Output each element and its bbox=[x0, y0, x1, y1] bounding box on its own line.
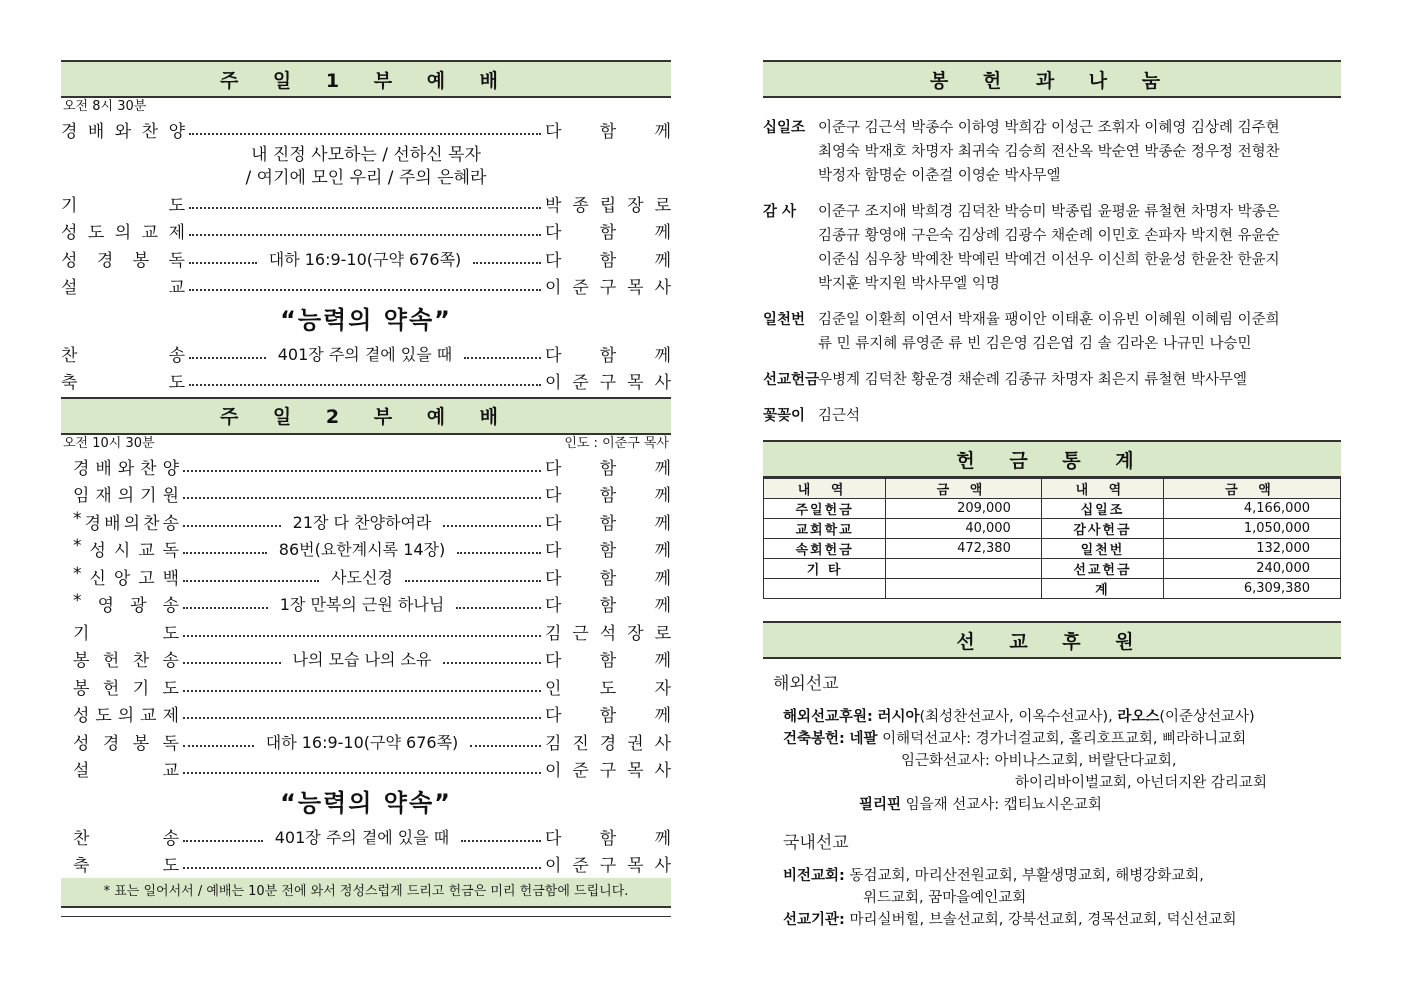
service2-header: 주 일 2 부 예 배 bbox=[61, 397, 671, 435]
vision-churches: 비전교회: 동검교회, 마리산전원교회, 부활생명교회, 해병강화교회, bbox=[783, 868, 1204, 884]
order-row bbox=[61, 272, 671, 300]
stats-item: 속회헌금 bbox=[764, 539, 886, 559]
offering-category: 선교헌금 bbox=[763, 372, 820, 388]
order-detail: 나의 모습 나의 소유 bbox=[292, 650, 432, 670]
stats-item: 주일헌금 bbox=[764, 499, 886, 519]
leader-dots bbox=[189, 261, 257, 264]
offering-header: 봉 헌 과 나 눔 bbox=[763, 60, 1341, 98]
leader-dots bbox=[473, 261, 541, 264]
order-label: 기 도 bbox=[73, 623, 179, 644]
col-amount-right: 금 액 bbox=[1164, 479, 1341, 499]
order-leader: 이 준 구 목 사 bbox=[545, 278, 671, 299]
order-leader: 다 함 께 bbox=[545, 651, 671, 672]
service2-items-a bbox=[61, 453, 671, 783]
order-leader: 다 함 께 bbox=[545, 513, 672, 534]
service1-items-a bbox=[61, 116, 671, 144]
leader-dots bbox=[183, 634, 541, 637]
leader-dots bbox=[183, 469, 541, 472]
leader-dots bbox=[464, 356, 541, 359]
offering-names: 김근석 bbox=[818, 408, 861, 424]
stats-item: 교회학교 bbox=[764, 519, 886, 539]
service1-items-b bbox=[61, 190, 671, 300]
order-row bbox=[73, 590, 671, 618]
offering-names: 박지훈 박지원 박사무엘 익명 bbox=[818, 276, 1000, 292]
order-detail: 401장 주의 곁에 있을 때 bbox=[274, 827, 450, 847]
stats-row bbox=[764, 519, 1341, 539]
order-row bbox=[61, 340, 671, 368]
order-leader: 다 함 께 bbox=[545, 223, 671, 244]
stats-item bbox=[764, 579, 886, 599]
service2-items-b bbox=[61, 823, 671, 878]
order-leader: 다 함 께 bbox=[545, 486, 671, 507]
leader-dots bbox=[189, 206, 541, 209]
leader-dots bbox=[443, 661, 541, 664]
nepal-line-2: 임근화선교사: 아비나스교회, 버랄단다교회, bbox=[901, 753, 1177, 769]
service2-sermon-title: “능력의 약속” bbox=[280, 788, 452, 817]
leader-dots bbox=[183, 579, 319, 582]
offering-names: 류 민 류지혜 류영준 류 빈 김은영 김은엽 김 솔 김라온 나규민 나승민 bbox=[818, 336, 1252, 352]
leader-dots bbox=[189, 356, 266, 359]
order-leader: 다 함 께 bbox=[545, 345, 671, 366]
vision-line-2: 위드교회, 꿈마을예인교회 bbox=[863, 890, 1027, 906]
offering-group bbox=[763, 368, 1341, 392]
order-row bbox=[61, 217, 671, 245]
order-label: 찬 송 bbox=[73, 828, 179, 849]
order-detail: 대하 16:9-10(구약 676쪽) bbox=[268, 249, 462, 269]
service1-worship-songs: 내 진정 사모하는 / 선하신 목자 / 여기에 모인 우리 / 주의 은혜라 bbox=[245, 144, 487, 188]
overseas-mission-title: 해외선교 bbox=[773, 674, 839, 694]
col-item-left: 내 역 bbox=[764, 479, 886, 499]
building-support: 건축봉헌: 네팔 이해덕선교사: 경가너걸교회, 홀리호프교회, 삐라하니교회 bbox=[783, 731, 1247, 747]
order-row bbox=[73, 700, 671, 728]
order-leader: 박 종 립 장 로 bbox=[545, 195, 671, 216]
order-label: 성 경 봉 독 bbox=[73, 733, 179, 754]
order-label: 축 도 bbox=[61, 373, 185, 394]
leader-dots bbox=[189, 383, 541, 386]
order-label: 경 배 와 찬 양 bbox=[61, 122, 185, 143]
order-label: * 성 시 교 독 bbox=[73, 536, 179, 562]
stats-amount: 240,000 bbox=[1164, 559, 1341, 579]
order-label: 기 도 bbox=[61, 195, 185, 216]
offering-category: 일천번 bbox=[763, 312, 806, 328]
offering-category: 꽃꽂이 bbox=[763, 408, 806, 424]
leader-dots bbox=[405, 579, 541, 582]
order-leader: 다 함 께 bbox=[545, 568, 672, 589]
nepal-line-3: 하이리바이벌교회, 아넌더지완 감리교회 bbox=[1015, 775, 1267, 791]
order-leader: 이 준 구 목 사 bbox=[545, 856, 671, 877]
service2-presider: 인도 : 이준구 목사 bbox=[564, 435, 669, 451]
order-row bbox=[61, 116, 671, 144]
order-row bbox=[73, 618, 671, 646]
leader-dots bbox=[470, 744, 541, 747]
order-label: * 영 광 송 bbox=[73, 591, 179, 617]
order-label: 봉 헌 기 도 bbox=[73, 678, 179, 699]
order-leader: 다 함 께 bbox=[545, 541, 672, 562]
order-label: 성 도 의 교 제 bbox=[73, 706, 179, 727]
order-row bbox=[73, 673, 671, 701]
order-label: 경 배 와 찬 양 bbox=[73, 458, 179, 479]
stats-header: 헌 금 통 계 bbox=[763, 440, 1341, 478]
leader-dots bbox=[183, 661, 281, 664]
mission-header: 선 교 후 원 bbox=[763, 621, 1341, 659]
service1-time: 오전 8시 30분 bbox=[63, 99, 147, 114]
leader-dots bbox=[183, 744, 254, 747]
order-row bbox=[73, 480, 671, 508]
stats-row bbox=[764, 579, 1341, 599]
order-detail: 사도신경 bbox=[331, 567, 393, 587]
order-row bbox=[61, 245, 671, 273]
order-detail: 대하 16:9-10(구약 676쪽) bbox=[265, 732, 459, 752]
standing-note: * 표는 일어서서 / 예배는 10분 전에 와서 정성스럽게 드리고 헌금은 미리 헌금함에 드립니다. bbox=[61, 878, 671, 908]
stats-amount: 1,050,000 bbox=[1164, 519, 1341, 539]
offering-names: 김종규 황영애 구은숙 김상례 김광수 채순례 이민호 손파자 박지현 유윤순 bbox=[818, 228, 1280, 244]
offering-names: 이준구 조지애 박희경 김덕찬 박승미 박종립 윤평윤 류철현 차명자 박종은 bbox=[818, 204, 1280, 220]
leader-dots bbox=[183, 839, 263, 842]
stats-item: 계 bbox=[1041, 579, 1163, 599]
offering-names: 김준일 이환희 이연서 박재율 팽이안 이태훈 이유빈 이혜원 이혜림 이준희 bbox=[818, 312, 1280, 328]
order-label: 성 도 의 교 제 bbox=[61, 223, 185, 244]
order-leader: 김 근 석 장 로 bbox=[545, 623, 671, 644]
col-amount-left: 금 액 bbox=[886, 479, 1042, 499]
offering-category: 십일조 bbox=[763, 120, 806, 136]
overseas-support: 해외선교후원: 러시아(최성찬선교사, 이옥수선교사), 라오스(이준상선교사) bbox=[783, 709, 1255, 725]
leader-dots bbox=[183, 496, 541, 499]
offering-group bbox=[763, 308, 1341, 356]
stats-amount: 4,166,000 bbox=[1164, 499, 1341, 519]
stats-body bbox=[764, 499, 1341, 599]
offering-group bbox=[763, 404, 1341, 428]
stats-amount bbox=[886, 579, 1042, 599]
leader-dots bbox=[189, 233, 541, 236]
order-label: 설 교 bbox=[61, 278, 185, 299]
order-detail: 21장 다 찬양하여라 bbox=[292, 512, 432, 532]
order-leader: 이 준 구 목 사 bbox=[545, 761, 671, 782]
stats-item: 일천번 bbox=[1041, 539, 1163, 559]
offering-group bbox=[763, 116, 1341, 188]
stats-amount: 472,380 bbox=[886, 539, 1042, 559]
leader-dots bbox=[183, 771, 541, 774]
leader-dots bbox=[183, 689, 541, 692]
order-row bbox=[61, 190, 671, 218]
order-row bbox=[73, 535, 671, 563]
footer-divider bbox=[61, 908, 671, 917]
order-row bbox=[73, 453, 671, 481]
leader-dots bbox=[183, 716, 541, 719]
stats-item: 십일조 bbox=[1041, 499, 1163, 519]
col-item-right: 내 역 bbox=[1041, 479, 1163, 499]
order-leader: 다 함 께 bbox=[545, 706, 671, 727]
order-label: 성 경 봉 독 bbox=[61, 250, 185, 271]
order-row bbox=[73, 823, 671, 851]
offering-names: 우병계 김덕찬 황운경 채순례 김종규 차명자 최은지 류철현 박사무엘 bbox=[818, 372, 1248, 388]
offering-stats-table bbox=[763, 478, 1341, 599]
stats-amount: 6,309,380 bbox=[1164, 579, 1341, 599]
offering-category: 감 사 bbox=[763, 204, 797, 220]
service1-items-c bbox=[61, 340, 671, 395]
leader-dots bbox=[183, 524, 281, 527]
stats-row bbox=[764, 559, 1341, 579]
stats-item: 기 타 bbox=[764, 559, 886, 579]
offering-names: 박정자 함명순 이춘걸 이영순 박사무엘 bbox=[818, 168, 1061, 184]
order-detail: 86번(요한계시록 14장) bbox=[278, 540, 446, 560]
leader-dots bbox=[183, 606, 268, 609]
order-leader: 다 함 께 bbox=[545, 458, 671, 479]
philippines-support: 필리핀 임을재 선교사: 캡티뇨시온교회 bbox=[859, 797, 1102, 813]
offering-group bbox=[763, 200, 1341, 296]
offering-names: 이준구 김근석 박종수 이하영 박희감 이성근 조휘자 이혜영 김상례 김주현 bbox=[818, 120, 1280, 136]
order-row bbox=[73, 563, 671, 591]
right-column bbox=[763, 60, 1341, 931]
order-label: 찬 송 bbox=[61, 345, 185, 366]
order-label: * 경 배 의 찬 송 bbox=[73, 508, 179, 534]
order-detail: 1장 만복의 근원 하나님 bbox=[279, 595, 445, 615]
order-leader: 이 준 구 목 사 bbox=[545, 373, 671, 394]
mission-body bbox=[763, 669, 1341, 931]
order-row bbox=[73, 508, 671, 536]
order-detail: 401장 주의 곁에 있을 때 bbox=[277, 344, 453, 364]
order-row bbox=[73, 755, 671, 783]
order-label: 설 교 bbox=[73, 761, 179, 782]
stats-item: 감사헌금 bbox=[1041, 519, 1163, 539]
order-label: 임 재 의 기 원 bbox=[73, 486, 179, 507]
leader-dots bbox=[457, 551, 541, 554]
service1-sermon-title: “능력의 약속” bbox=[280, 305, 452, 334]
order-row bbox=[73, 645, 671, 673]
leader-dots bbox=[189, 132, 541, 135]
stats-amount: 132,000 bbox=[1164, 539, 1341, 559]
order-leader: 인 도 자 bbox=[545, 678, 671, 699]
leader-dots bbox=[183, 866, 541, 869]
order-leader: 다 함 께 bbox=[545, 596, 672, 617]
order-row bbox=[73, 728, 671, 756]
leader-dots bbox=[189, 288, 541, 291]
order-leader: 다 함 께 bbox=[545, 122, 671, 143]
leader-dots bbox=[443, 524, 541, 527]
service2-time: 오전 10시 30분 인도 : 이준구 목사 bbox=[63, 435, 669, 451]
order-row bbox=[61, 367, 671, 395]
order-label: * 신 앙 고 백 bbox=[73, 563, 179, 589]
stats-amount: 209,000 bbox=[886, 499, 1042, 519]
order-label: 봉 헌 찬 송 bbox=[73, 651, 179, 672]
offering-names: 최영숙 박재호 차명자 최귀숙 김승희 전산옥 박순연 박종순 정우정 전형찬 bbox=[818, 144, 1280, 160]
order-row bbox=[73, 850, 671, 878]
left-column bbox=[61, 60, 671, 917]
order-leader: 다 함 께 bbox=[545, 828, 671, 849]
service1-header: 주 일 1 부 예 배 bbox=[61, 60, 671, 98]
stats-amount bbox=[886, 559, 1042, 579]
offering-list bbox=[763, 116, 1341, 428]
stats-amount: 40,000 bbox=[886, 519, 1042, 539]
stats-row bbox=[764, 539, 1341, 559]
leader-dots bbox=[183, 551, 267, 554]
order-leader: 김 진 경 권 사 bbox=[545, 733, 672, 754]
leader-dots bbox=[461, 839, 541, 842]
mission-institutions: 선교기관: 마리실버힐, 브솔선교회, 강북선교회, 경목선교회, 덕신선교회 bbox=[783, 912, 1237, 928]
offering-names: 이준심 심우창 박예찬 박예린 박예건 이선우 이신희 한윤성 한윤찬 한윤지 bbox=[818, 252, 1280, 268]
leader-dots bbox=[456, 606, 541, 609]
domestic-mission-title: 국내선교 bbox=[783, 833, 849, 853]
stats-item: 선교헌금 bbox=[1041, 559, 1163, 579]
stats-row bbox=[764, 499, 1341, 519]
order-label: 축 도 bbox=[73, 856, 179, 877]
order-leader: 다 함 께 bbox=[545, 250, 672, 271]
